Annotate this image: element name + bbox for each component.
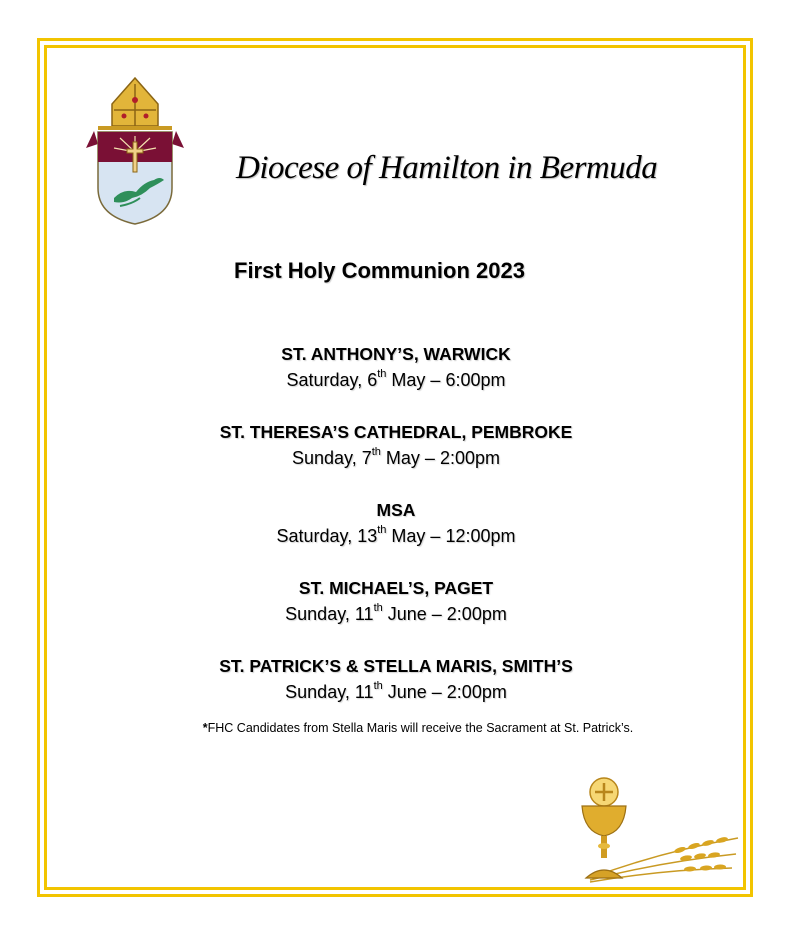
diocese-name: Diocese of Hamilton in Bermuda <box>236 150 658 186</box>
page-title: First Holy Communion 2023 <box>234 258 525 283</box>
event-item <box>120 576 672 627</box>
event-datetime: Sunday, 11th June – 2:00pm <box>285 602 507 624</box>
event-datetime: Sunday, 11th June – 2:00pm <box>285 680 507 702</box>
event-datetime: Saturday, 13th May – 12:00pm <box>276 524 516 546</box>
footnote-marker: * <box>202 721 208 735</box>
event-item <box>120 654 672 705</box>
event-venue: ST. MICHAEL’S, PAGET <box>298 578 494 598</box>
event-venue: ST. THERESA’S CATHEDRAL, PEMBROKE <box>219 422 573 442</box>
event-venue: ST. ANTHONY’S, WARWICK <box>281 344 511 364</box>
event-item <box>120 420 672 471</box>
event-venue: ST. PATRICK’S & STELLA MARIS, SMITH’S <box>219 656 573 676</box>
event-datetime: Sunday, 7th May – 2:00pm <box>292 446 500 468</box>
event-item <box>120 498 672 549</box>
event-venue: MSA <box>376 500 416 520</box>
event-item <box>120 342 672 393</box>
event-datetime: Saturday, 6th May – 6:00pm <box>286 368 506 390</box>
event-list <box>120 342 672 732</box>
footnote-text: FHC Candidates from Stella Maris will receive the Sacrament at St. Patrick’s. <box>207 721 634 735</box>
chalice-icon <box>560 770 742 888</box>
diocese-crest-icon <box>84 76 186 228</box>
footnote <box>120 721 716 735</box>
